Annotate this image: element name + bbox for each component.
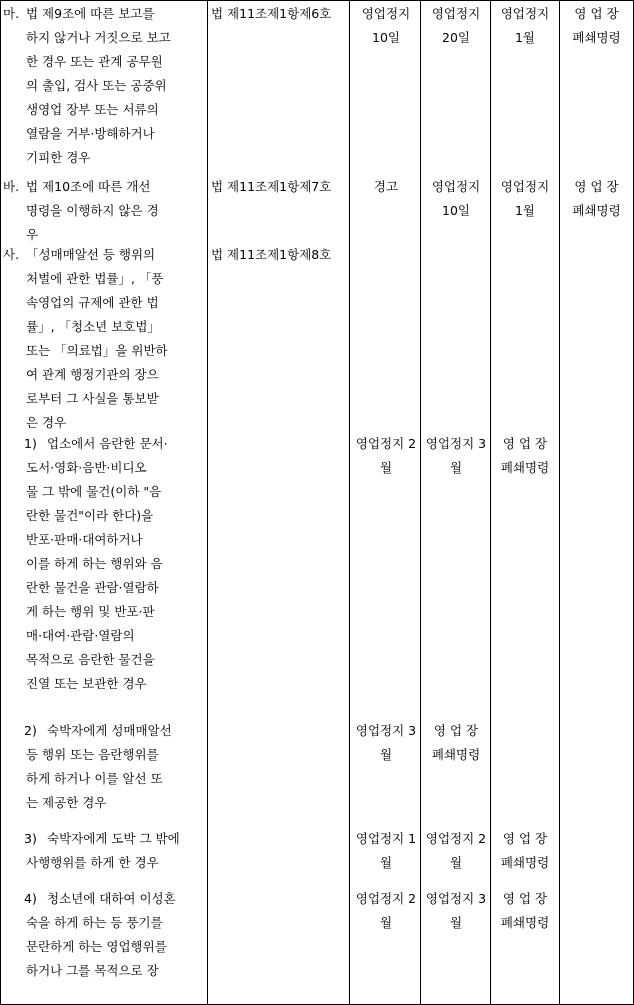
description-line: 하지 않거나 거짓으로 보고 <box>26 30 171 45</box>
violation-description <box>47 719 205 743</box>
penalty-line: 월 <box>449 915 463 930</box>
penalty-line: 영업정지 3 <box>425 891 487 906</box>
violation-description <box>26 26 205 170</box>
penalty-line: 폐쇄명령 <box>500 460 550 475</box>
penalty-line: 영 업 장 <box>574 179 619 194</box>
penalty-line: 1월 <box>514 203 536 218</box>
penalty-line: 영업정지 1 <box>355 831 417 846</box>
violation-description <box>26 911 205 983</box>
penalty-line: 폐쇄명령 <box>500 855 550 870</box>
violation-description <box>47 827 205 851</box>
description-line: 한 경우 또는 관계 공무원 <box>26 54 163 69</box>
penalty-third <box>491 175 559 223</box>
row-label: 사. <box>3 247 20 262</box>
description-line: 처벌에 관한 법률」, 「풍 <box>26 271 164 286</box>
penalty-line: 20일 <box>442 30 470 45</box>
description-line: 의 출입, 검사 또는 공중위 <box>26 78 167 93</box>
row-label: 1) <box>24 436 37 451</box>
description-line: 하거나 그를 목적으로 장 <box>26 963 159 978</box>
penalty-line: 경고 <box>373 179 399 194</box>
description-line: 이를 하게 하는 행위와 음 <box>26 556 163 571</box>
penalty-second <box>422 2 490 50</box>
description-line: 란한 물건"이라 한다)을 <box>26 508 154 523</box>
penalty-first <box>351 175 421 199</box>
description-line: 은 경우 <box>26 415 67 430</box>
description-line: 숙박자에게 성매매알선 <box>47 723 172 738</box>
penalty-line: 영업정지 2 <box>355 891 417 906</box>
description-line: 숙박자에게 도박 그 밖에 <box>47 831 180 846</box>
penalty-first <box>351 827 421 875</box>
penalty-second <box>422 432 490 480</box>
row-label: 2) <box>24 723 37 738</box>
penalty-line: 월 <box>379 747 393 762</box>
description-line: 숙을 하게 하는 등 풍기를 <box>26 915 163 930</box>
legal-basis: 법 제11조제1항제7호 <box>211 179 332 194</box>
description-line: 는 제공한 경우 <box>26 795 107 810</box>
penalty-first <box>351 432 421 480</box>
table-border-left <box>0 0 1 1005</box>
violation-description <box>26 243 205 435</box>
violation-description <box>26 743 205 815</box>
description-line: 생영업 장부 또는 서류의 <box>26 102 159 117</box>
description-line: 도서·영화·음반·비디오 <box>26 460 147 475</box>
violation-description <box>26 851 205 875</box>
description-line: 등 행위 또는 음란행위를 <box>26 747 159 762</box>
violation-description <box>47 432 205 456</box>
description-line: 게 하는 행위 및 반포·판 <box>26 604 155 619</box>
penalty-line: 영업정지 3 <box>355 723 417 738</box>
violation-description <box>26 175 205 247</box>
penalty-first <box>351 719 421 767</box>
description-line: 매·대여·관람·열람의 <box>26 628 135 643</box>
penalty-fourth <box>560 175 633 223</box>
penalty-line: 월 <box>379 460 393 475</box>
penalty-second <box>422 887 490 935</box>
column-divider <box>207 0 208 1005</box>
violation-description <box>26 2 205 26</box>
penalty-line: 영업정지 <box>431 179 481 194</box>
description-line: 하게 하거나 이를 알선 또 <box>26 771 163 786</box>
penalty-third <box>491 827 559 875</box>
description-line: 우 <box>26 227 39 242</box>
penalty-line: 영업정지 3 <box>425 436 487 451</box>
description-line: 반포·판매·대여하거나 <box>26 532 143 547</box>
description-line: 진열 또는 보관한 경우 <box>26 676 147 691</box>
description-line: 청소년에 대하여 이성혼 <box>47 891 176 906</box>
description-line: 여 관계 행정기관의 장으 <box>26 367 159 382</box>
penalty-line: 영 업 장 <box>433 723 479 738</box>
penalty-line: 폐쇄명령 <box>572 30 621 45</box>
penalty-second <box>422 719 490 767</box>
penalty-line: 영 업 장 <box>502 436 548 451</box>
penalty-line: 영업정지 <box>361 6 411 21</box>
description-line: 기피한 경우 <box>26 150 91 165</box>
penalty-line: 10일 <box>442 203 470 218</box>
penalty-first <box>351 2 421 50</box>
description-line: 란한 물건을 관람·열람하 <box>26 580 159 595</box>
penalty-line: 영 업 장 <box>502 891 548 906</box>
penalty-line: 영업정지 2 <box>355 436 417 451</box>
table-border-top <box>0 0 634 1</box>
description-line: 열람을 거부·방해하거나 <box>26 126 155 141</box>
row-label: 바. <box>3 179 20 194</box>
penalty-line: 영업정지 <box>431 6 481 21</box>
penalty-line: 월 <box>449 460 463 475</box>
penalty-line: 영업정지 <box>500 6 550 21</box>
penalty-line: 폐쇄명령 <box>572 203 621 218</box>
description-line: 사행행위를 하게 한 경우 <box>26 855 159 870</box>
description-line: 명령을 이행하지 않은 경 <box>26 203 159 218</box>
description-line: 률」, 「청소년 보호법」 <box>26 319 160 334</box>
violation-description <box>26 456 205 696</box>
penalty-third <box>491 432 559 480</box>
penalty-line: 영 업 장 <box>502 831 548 846</box>
penalty-line: 영업정지 <box>500 179 550 194</box>
legal-basis: 법 제11조제1항제6호 <box>211 6 332 21</box>
penalty-second <box>422 175 490 223</box>
penalty-fourth <box>560 2 633 50</box>
description-line: 문란하게 하는 영업행위를 <box>26 939 167 954</box>
violation-description <box>47 887 205 911</box>
description-line: 목적으로 음란한 물건을 <box>26 652 155 667</box>
penalty-line: 영업정지 2 <box>425 831 487 846</box>
penalty-line: 폐쇄명령 <box>500 915 550 930</box>
column-divider <box>349 0 350 1005</box>
column-divider <box>559 0 560 1005</box>
penalty-third <box>491 887 559 935</box>
row-label: 마. <box>3 6 20 21</box>
row-label: 4) <box>24 891 37 906</box>
description-line: 법 제9조에 따른 보고를 <box>26 6 155 21</box>
row-label: 3) <box>24 831 37 846</box>
penalty-second <box>422 827 490 875</box>
legal-basis: 법 제11조제1항제8호 <box>211 247 332 262</box>
description-line: 업소에서 음란한 문서· <box>47 436 168 451</box>
description-line: 「성매매알선 등 행위의 <box>26 247 156 262</box>
penalty-line: 영 업 장 <box>574 6 619 21</box>
description-line: 법 제10조에 따른 개선 <box>26 179 151 194</box>
penalty-line: 월 <box>449 855 463 870</box>
penalty-line: 폐쇄명령 <box>431 747 481 762</box>
penalty-line: 1월 <box>514 30 536 45</box>
description-line: 또는 「의료법」을 위반하 <box>26 343 168 358</box>
description-line: 속영업의 규제에 관한 법 <box>26 295 159 310</box>
penalty-first <box>351 887 421 935</box>
penalty-line: 월 <box>379 855 393 870</box>
description-line: 로부터 그 사실을 통보받 <box>26 391 159 406</box>
penalty-line: 10일 <box>372 30 400 45</box>
description-line: 물 그 밖에 물건(이하 "음 <box>26 484 162 499</box>
penalty-line: 월 <box>379 915 393 930</box>
penalty-third <box>491 2 559 50</box>
